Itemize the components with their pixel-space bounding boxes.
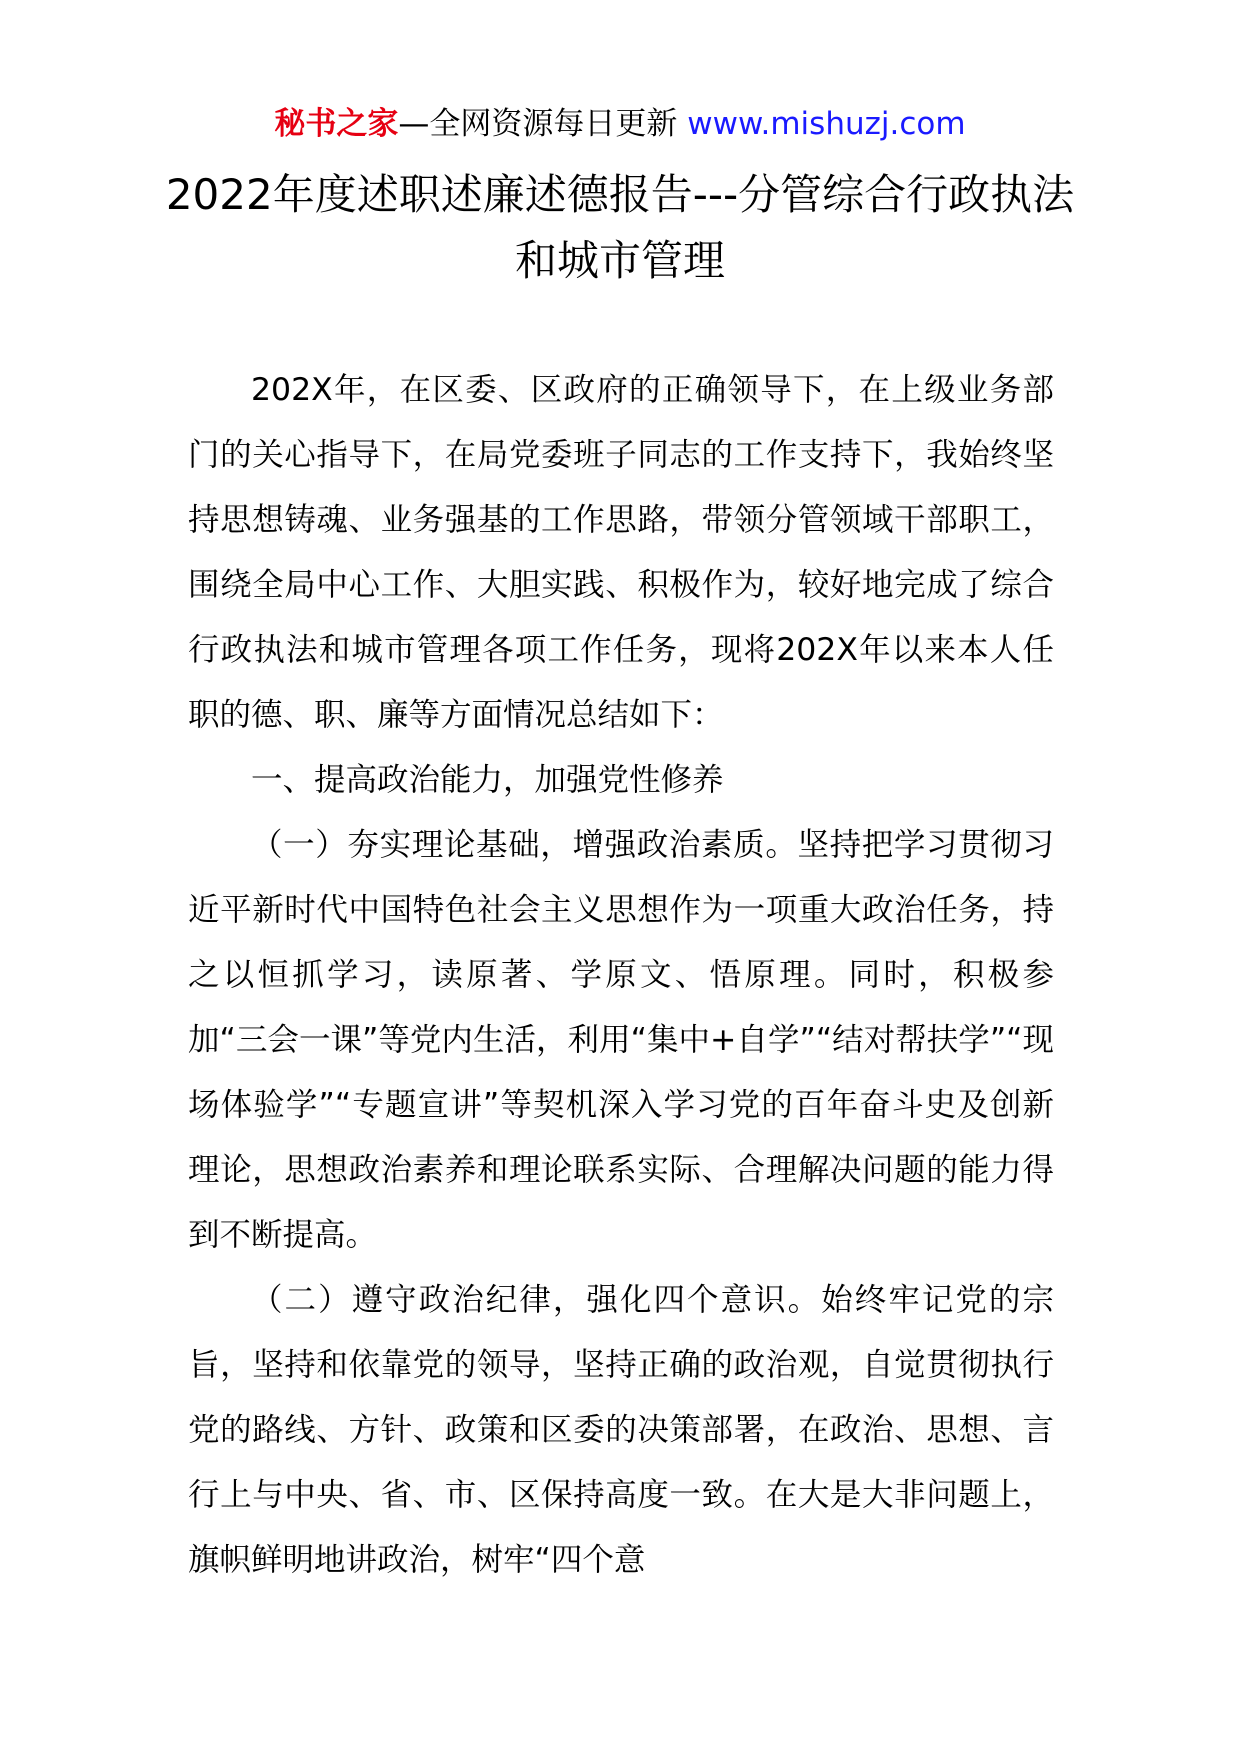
brand-name: 秘书之家 — [274, 106, 399, 142]
site-url-link[interactable]: www.mishuzj.com — [687, 106, 966, 142]
document-title: 2022年度述职述廉述德报告---分管综合行政执法和城市管理 — [165, 170, 1075, 285]
site-header — [0, 104, 1240, 144]
header-tagline: —全网资源每日更新 — [398, 106, 688, 142]
subsection-paragraph-2: （二）遵守政治纪律，强化四个意识。始终牢记党的宗旨，坚持和依靠党的领导，坚持正确的政治观，自觉贯彻执行党的路线、方针、政策和区委的决策部署，在政治、思想、言行上与中央、省、市、区保持高度一致。在大是大非问题上，旗帜鲜明地讲政治，树牢“四个意 — [188, 1282, 1054, 1578]
subsection-paragraph-1: （一）夯实理论基础，增强政治素质。坚持把学习贯彻习近平新时代中国特色社会主义思想作为一项重大政治任务，持之以恒抓学习，读原著、学原文、悟原理。同时，积极参加“三会一课”等党内生活，利用“集中+自学”“结对帮扶学”“现场体验学”“专题宣讲”等契机深入学习党的百年奋斗史及创新理论，思想政治素养和理论联系实际、合理解决问题的能力得到不断提高。 — [188, 827, 1054, 1253]
section-heading-1: 一、提高政治能力，加强党性修养 — [251, 762, 724, 798]
document-body — [188, 358, 1054, 1593]
intro-paragraph: 202X年，在区委、区政府的正确领导下，在上级业务部门的关心指导下，在局党委班子同志的工作支持下，我始终坚持思想铸魂、业务强基的工作思路，带领分管领域干部职工，围绕全局中心工作、大胆实践、积极作为，较好地完成了综合行政执法和城市管理各项工作任务，现将202X年以来本人任职的德、职、廉等方面情况总结如下： — [188, 372, 1054, 733]
